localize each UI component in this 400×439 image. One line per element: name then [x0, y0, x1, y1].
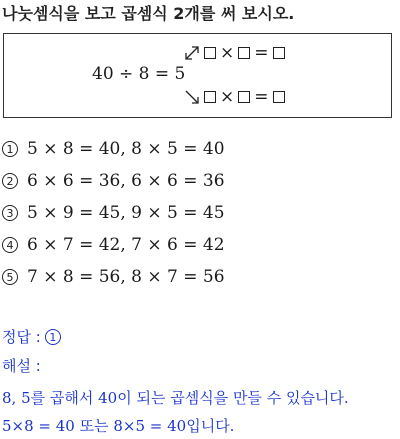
answer-marker: 1: [45, 329, 61, 345]
option-text: 7 × 8 = 56, 8 × 7 = 56: [27, 267, 225, 287]
option-number: 2: [2, 173, 18, 189]
option-1[interactable]: [2, 133, 225, 165]
explanation-title: 해설 :: [2, 357, 41, 375]
blank-box: [273, 47, 285, 59]
answer-options: [2, 133, 225, 293]
equals-sign: =: [254, 87, 269, 107]
option-text: 5 × 9 = 45, 9 × 5 = 45: [27, 203, 225, 223]
explanation-line-2: 5×8 = 40 또는 8×5 = 40입니다.: [2, 417, 235, 435]
option-5[interactable]: [2, 261, 225, 293]
arrow-down-right-icon: [184, 89, 200, 105]
option-number: 1: [2, 141, 18, 157]
problem-box: [3, 33, 392, 118]
option-text: 6 × 7 = 42, 7 × 6 = 42: [27, 235, 225, 255]
option-text: 6 × 6 = 36, 6 × 6 = 36: [27, 171, 225, 191]
option-number: 5: [2, 269, 18, 285]
option-text: 5 × 8 = 40, 8 × 5 = 40: [27, 139, 225, 159]
option-4[interactable]: [2, 229, 225, 261]
times-sign: ×: [220, 43, 235, 63]
blank-box: [204, 91, 216, 103]
arrow-up-right-icon: [184, 45, 200, 61]
option-3[interactable]: [2, 197, 225, 229]
multiplication-blank-lower: [184, 87, 285, 107]
option-number: 3: [2, 205, 18, 221]
answer-label: 정답 :: [2, 328, 41, 346]
times-sign: ×: [220, 87, 235, 107]
explanation-line-1: 8, 5를 곱해서 40이 되는 곱셈식을 만들 수 있습니다.: [2, 389, 349, 407]
equals-sign: =: [254, 43, 269, 63]
option-number: 4: [2, 237, 18, 253]
blank-box: [238, 47, 250, 59]
division-equation: 40 ÷ 8 = 5: [92, 64, 186, 84]
blank-box: [238, 91, 250, 103]
blank-box: [204, 47, 216, 59]
option-2[interactable]: [2, 165, 225, 197]
answer-line: [2, 326, 61, 347]
blank-box: [273, 91, 285, 103]
question-text: 나눗셈식을 보고 곱셈식 2개를 써 보시오.: [2, 4, 295, 23]
multiplication-blank-upper: [184, 43, 285, 63]
